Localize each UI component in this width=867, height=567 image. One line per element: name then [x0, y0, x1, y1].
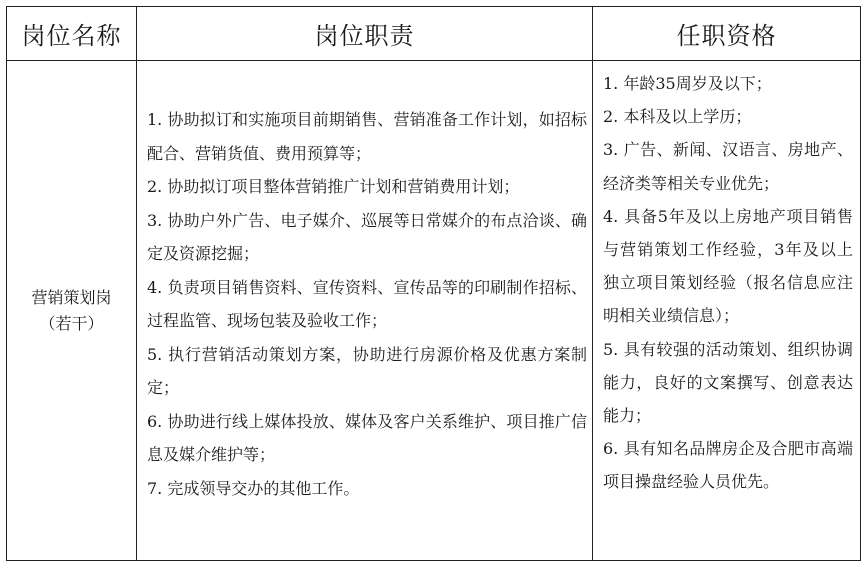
- qualification-item: 2. 本科及以上学历；: [603, 107, 752, 127]
- column-divider: [592, 7, 593, 560]
- duty-item: 4. 负责项目销售资料、宣传资料、宣传品等的印刷制作招标、过程监管、现场包装及验收工作；: [147, 277, 587, 330]
- position-cell: [7, 61, 136, 560]
- header-duties: 岗位职责: [314, 22, 415, 50]
- position-name: 营销策划岗: [31, 287, 112, 307]
- qualifications-cell: [603, 67, 853, 499]
- qualification-item: 4. 具备5年及以上房地产项目销售与营销策划工作经验，3年及以上独立项目策划经验（报名信息应注明相关业绩信息）；: [603, 206, 853, 326]
- duty-item: 5. 执行营销活动策划方案，协助进行房源价格及优惠方案制定；: [147, 344, 587, 397]
- qualification-item: 5. 具有较强的活动策划、组织协调能力，良好的文案撰写、创意表达能力；: [603, 339, 853, 426]
- job-table: [6, 6, 861, 561]
- qualification-item: 6. 具有知名品牌房企及合肥市高端项目操盘经验人员优先。: [603, 439, 853, 492]
- header-position-name: 岗位名称: [21, 22, 122, 50]
- duty-item: 7. 完成领导交办的其他工作。: [147, 478, 360, 498]
- duty-item: 2. 协助拟订项目整体营销推广计划和营销费用计划；: [147, 177, 520, 196]
- duty-item: 6. 协助进行线上媒体投放、媒体及客户关系维护、项目推广信息及媒介维护等；: [147, 411, 587, 464]
- qualification-item: 1. 年龄35周岁及以下；: [603, 74, 772, 93]
- duties-cell: [147, 103, 587, 505]
- header-qualifications: 任职资格: [676, 22, 777, 50]
- column-divider: [136, 7, 137, 560]
- qualification-item: 3. 广告、新闻、汉语言、房地产、经济类等相关专业优先；: [603, 140, 853, 193]
- duty-item: 1. 协助拟订和实施项目前期销售、营销准备工作计划，如招标配合、营销货值、费用预算等；: [147, 110, 587, 163]
- duty-item: 3. 协助户外广告、电子媒介、巡展等日常媒介的布点洽谈、确定及资源挖掘；: [147, 210, 587, 263]
- position-count: （若干）: [39, 313, 104, 333]
